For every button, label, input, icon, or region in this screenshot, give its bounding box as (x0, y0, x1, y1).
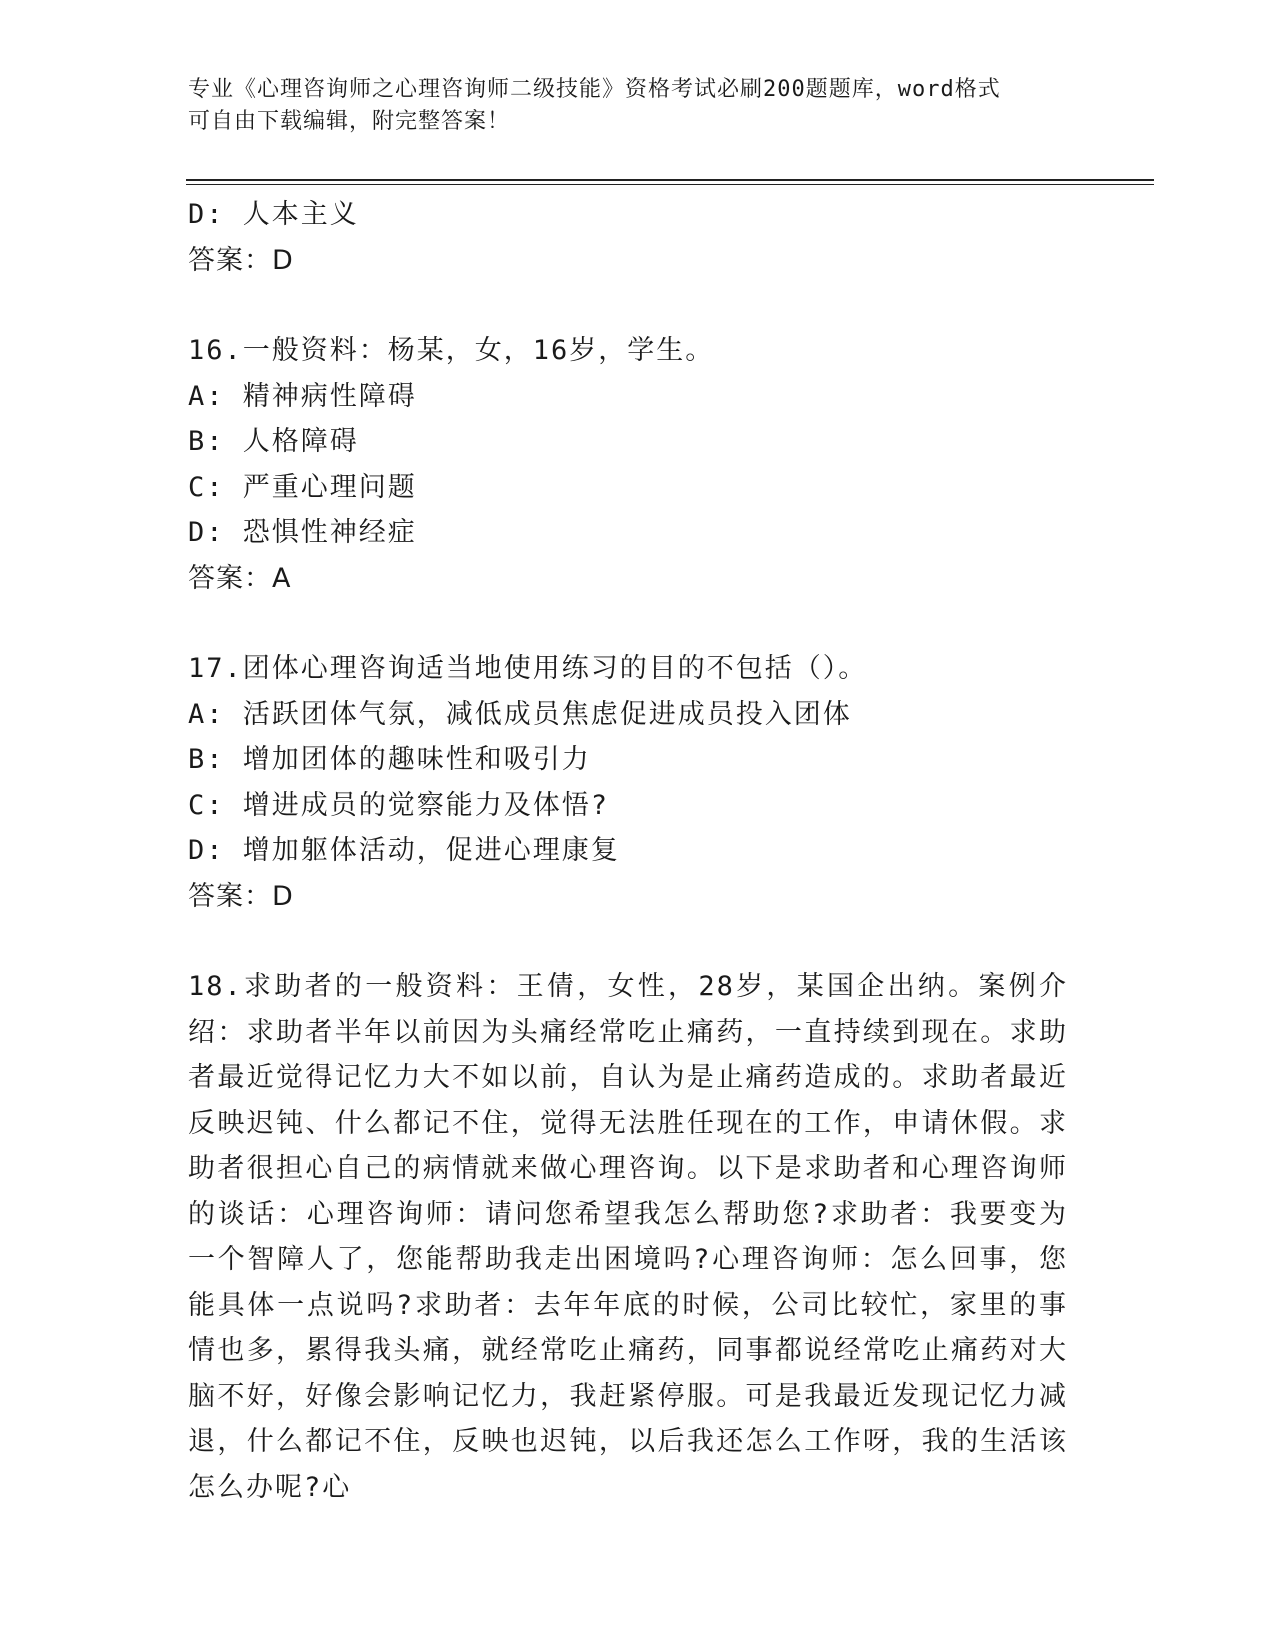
option-a: A: 活跃团体气氛，减低成员焦虑促进成员投入团体 (188, 698, 852, 730)
header-divider-thin (186, 184, 1154, 185)
answer-line: 答案：A (188, 562, 292, 594)
question-17 (188, 646, 1088, 919)
header-divider-thick (186, 179, 1154, 181)
answer-line: 答案：D (188, 244, 294, 276)
question-18 (188, 964, 1088, 1510)
option-b: B: 增加团体的趣味性和吸引力 (188, 744, 591, 775)
option-a: A: 精神病性障碍 (188, 380, 417, 412)
question-content (188, 192, 1088, 1510)
option-c: C: 严重心理问题 (188, 471, 417, 503)
header-line-1: 专业《心理咨询师之心理咨询师二级技能》资格考试必刷200题题库，word格式 (188, 77, 1001, 102)
option-d: D: 增加躯体活动，促进心理康复 (188, 835, 620, 866)
option-b: B: 人格障碍 (188, 426, 359, 457)
prev-question-tail (188, 192, 1088, 283)
option-c: C: 增进成员的觉察能力及体悟? (188, 789, 610, 821)
answer-line: 答案：D (188, 880, 294, 912)
question-16 (188, 328, 1088, 601)
question-stem: 17.团体心理咨询适当地使用练习的目的不包括（）。 (188, 653, 868, 684)
option-d: D: 人本主义 (188, 199, 359, 230)
question-stem: 18.求助者的一般资料：王倩，女性，28岁，某国企出纳。案例介绍：求助者半年以前因为头痛经常吃止痛药，一直持续到现在。求助者最近觉得记忆力大不如以前，自认为是止痛药造成的。求助者最近反映迟钝、什么都记不住，觉得无法胜任现在的工作，申请休假。求助者很担心自己的病情就来做心理咨询。以下是求助者和心理咨询师的谈话：心理咨询师：请问您希望我怎么帮助您?求助者：我要变为一个智障人了，您能帮助我走出困境吗?心理咨询师：怎么回事，您能具体一点说吗?求助者：去年年底的时候，公司比较忙，家里的事情也多，累得我头痛，就经常吃止痛药，同事都说经常吃止痛药对大脑不好，好像会影响记忆力，我赶紧停服。可是我最近发现记忆力减退，什么都记不住，反映也迟钝，以后我还怎么工作呀，我的生活该怎么办呢?心 (188, 971, 1068, 1503)
header-line-2: 可自由下载编辑，附完整答案！ (188, 109, 511, 134)
option-d: D: 恐惧性神经症 (188, 517, 417, 548)
document-header (188, 74, 1068, 138)
question-stem: 16.一般资料：杨某，女，16岁，学生。 (188, 335, 715, 366)
